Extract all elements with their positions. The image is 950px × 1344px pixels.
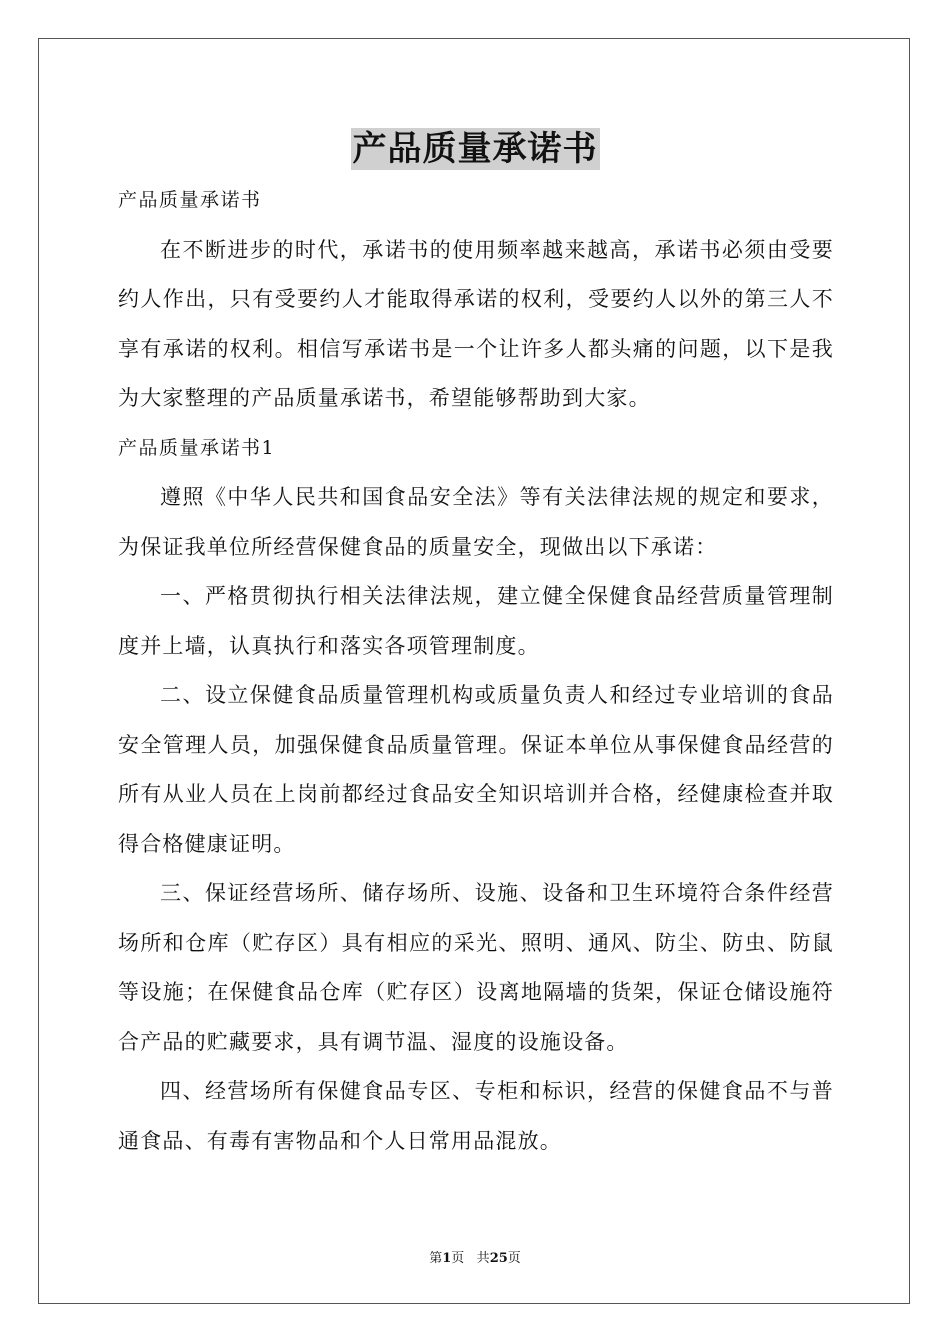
- paragraph-5: 四、经营场所有保健食品专区、专柜和标识，经营的保健食品不与普通食品、有毒有害物品和个人日常用品混放。: [118, 1079, 834, 1153]
- subheading: 产品质量承诺书: [118, 189, 262, 211]
- current-page-number: 1: [442, 1251, 452, 1266]
- page-footer: [0, 1247, 950, 1266]
- document-body: [118, 176, 834, 1166]
- paragraph-2: 一、严格贯彻执行相关法律法规，建立健全保健食品经营质量管理制度并上墙，认真执行和落实各项管理制度。: [118, 584, 834, 658]
- document-title-wrap: [0, 128, 950, 170]
- footer-total-prefix: 共: [476, 1251, 490, 1266]
- footer-page-label: 页: [451, 1251, 465, 1266]
- footer-prefix: 第: [429, 1251, 443, 1266]
- intro-paragraph: 在不断进步的时代，承诺书的使用频率越来越高，承诺书必须由受要约人作出，只有受要约人才能取得承诺的权利，受要约人以外的第三人不享有承诺的权利。相信写承诺书是一个让许多人都头痛的问题，以下是我为大家整理的产品质量承诺书，希望能够帮助到大家。: [118, 237, 834, 410]
- paragraph-1: 遵照《中华人民共和国食品安全法》等有关法律法规的规定和要求，为保证我单位所经营保健食品的质量安全，现做出以下承诺：: [118, 485, 834, 559]
- document-title: 产品质量承诺书: [352, 129, 598, 169]
- paragraph-4: 三、保证经营场所、储存场所、设施、设备和卫生环境符合条件经营场所和仓库（贮存区）具有相应的采光、照明、通风、防尘、防虫、防鼠等设施；在保健食品仓库（贮存区）设离地隔墙的货架，保证仓储设施符合产品的贮藏要求，具有调节温、湿度的设施设备。: [118, 881, 834, 1054]
- section-heading: 产品质量承诺书1: [118, 436, 276, 459]
- total-pages-number: 25: [489, 1251, 508, 1266]
- paragraph-3: 二、设立保健食品质量管理机构或质量负责人和经过专业培训的食品安全管理人员，加强保健食品质量管理。保证本单位从事保健食品经营的所有从业人员在上岗前都经过食品安全知识培训并合格，经健康检查并取得合格健康证明。: [118, 683, 834, 856]
- footer-total-suffix: 页: [507, 1251, 521, 1266]
